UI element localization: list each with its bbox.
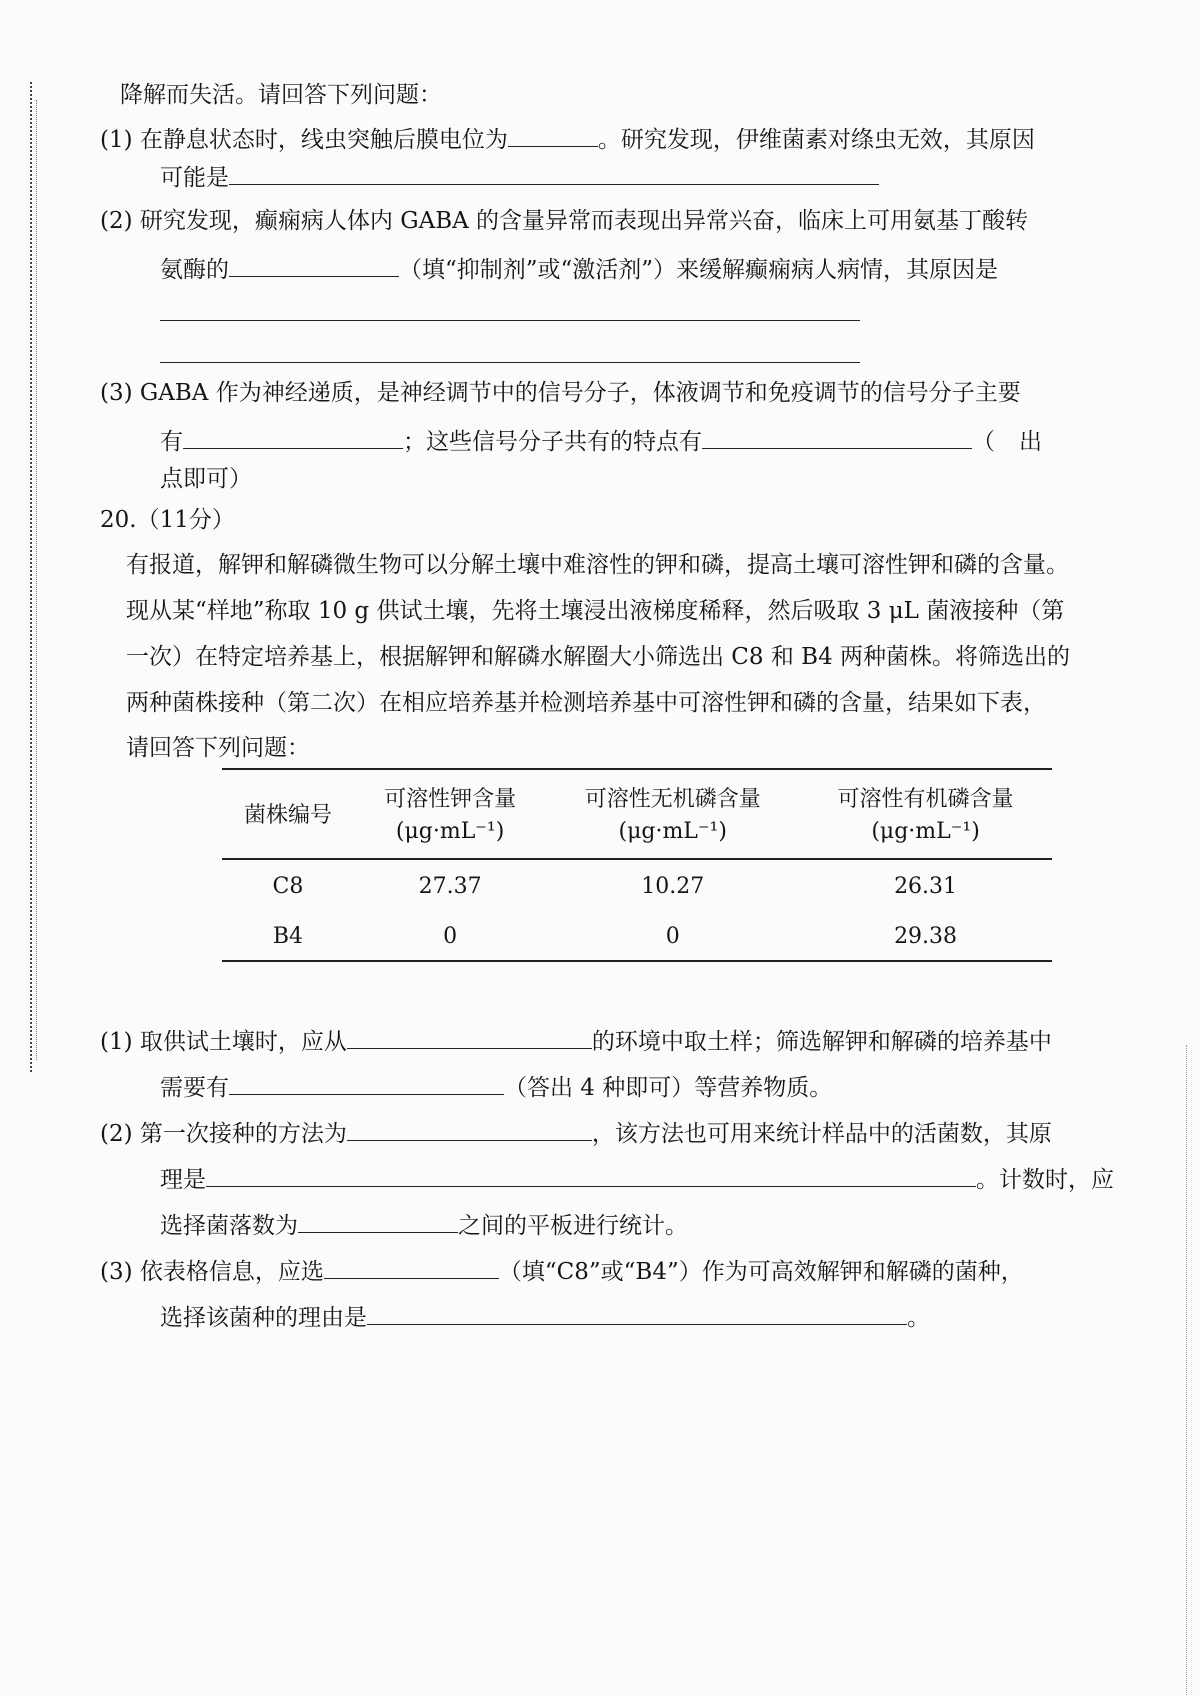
question-3-cont — [160, 424, 1042, 457]
table-header: 可溶性钾含量 (μg·mL⁻¹) — [354, 769, 546, 859]
answer-blank[interactable] — [367, 1300, 907, 1325]
table-cell: 0 — [443, 924, 458, 949]
subquestion-3 — [100, 1254, 1024, 1287]
answer-blank[interactable] — [324, 1254, 499, 1279]
subquestion-2 — [100, 1116, 1052, 1149]
table-cell: 26.31 — [894, 874, 958, 899]
question-text: （ — [972, 429, 995, 455]
paragraph-line: 有报道，解钾和解磷微生物可以分解土壤中难溶性的钾和磷，提高土壤可溶性钾和磷的含量。 — [126, 552, 1069, 578]
question-text: （答出 4 种即可）等营养物质。 — [504, 1075, 833, 1101]
paragraph-line: 一次）在特定培养基上，根据解钾和解磷水解圈大小筛选出 C8 和 B4 两种菌株。将筛选出的 — [126, 644, 1071, 670]
answer-line[interactable] — [160, 362, 860, 363]
question-number: (2) — [100, 208, 133, 234]
question-text: 。计数时，应 — [976, 1167, 1114, 1193]
answer-blank[interactable] — [347, 1116, 592, 1141]
question-text: 选择该菌种的理由是 — [160, 1305, 367, 1331]
question-text: 在静息状态时，线虫突触后膜电位为 — [139, 127, 508, 153]
answer-blank[interactable] — [229, 1070, 504, 1095]
table-header: 菌株编号 — [222, 769, 354, 859]
answer-blank[interactable] — [183, 424, 403, 449]
lead-text: 降解而失活。请回答下列问题： — [120, 82, 442, 108]
question-text: 需要有 — [160, 1075, 229, 1101]
paragraph-line: 请回答下列问题： — [126, 735, 310, 761]
question-text: 之间的平板进行统计。 — [458, 1213, 688, 1239]
question-1 — [100, 122, 1035, 155]
question-text: （填“C8”或“B4”）作为可高效解钾和解磷的菌种， — [498, 1259, 1024, 1285]
table-row — [222, 859, 1052, 910]
table-cell: 0 — [665, 924, 680, 949]
question-number: (1) — [100, 1029, 133, 1055]
question-text: 有 — [160, 429, 183, 455]
question-text: 理是 — [160, 1167, 206, 1193]
table-cell: 29.38 — [894, 924, 958, 949]
paragraph-line: 现从某“样地”称取 10 g 供试土壤，先将土壤浸出液梯度稀释，然后吸取 3 μL 菌液接种（第 — [126, 598, 1065, 624]
answer-blank[interactable] — [206, 1162, 976, 1187]
table-header: 可溶性有机磷含量 (μg·mL⁻¹) — [799, 769, 1052, 859]
question-text: GABA 作为神经递质，是神经调节中的信号分子，体液调节和免疫调节的信号分子主要 — [139, 380, 1021, 406]
question-text: （填“抑制剂”或“激活剂”）来缓解癫痫病人病情，其原因是 — [399, 257, 999, 283]
answer-blank[interactable] — [508, 122, 598, 147]
question-number: (2) — [100, 1121, 133, 1147]
results-table — [222, 768, 1052, 962]
question-text: ，该方法也可用来统计样品中的活菌数，其原 — [591, 1121, 1052, 1147]
answer-blank[interactable] — [229, 160, 879, 185]
question-text: 取供试土壤时，应从 — [139, 1029, 347, 1055]
subquestion-2-cont2 — [160, 1208, 688, 1241]
answer-blank[interactable] — [298, 1208, 458, 1233]
question-text: 选择菌落数为 — [160, 1213, 298, 1239]
answer-blank[interactable] — [229, 252, 399, 277]
table-cell: 27.37 — [418, 874, 482, 899]
subquestion-1-cont — [160, 1070, 832, 1103]
answer-line[interactable] — [160, 320, 860, 321]
question-text: 氨酶的 — [160, 257, 229, 283]
subquestion-2-cont — [160, 1162, 1114, 1195]
question-number: (1) — [100, 127, 133, 153]
table-cell: 10.27 — [641, 874, 705, 899]
question-number: (3) — [100, 380, 133, 406]
question-3-cont2: 点即可） — [160, 466, 252, 492]
question-text: 依表格信息，应选 — [139, 1259, 324, 1285]
question-text: 研究发现，癫痫病人体内 GABA 的含量异常而表现出异常兴奋，临床上可用氨基丁酸转 — [139, 208, 1029, 234]
subquestion-3-cont — [160, 1300, 930, 1333]
question-2 — [100, 206, 1028, 236]
question-text: 可能是 — [160, 165, 229, 191]
question-text: 。 — [907, 1305, 930, 1331]
question-text: 的环境中取土样；筛选解钾和解磷的培养基中 — [591, 1029, 1052, 1055]
answer-blank[interactable] — [702, 424, 972, 449]
table-header-row — [222, 769, 1052, 859]
question-2-cont — [160, 252, 998, 285]
answer-blank[interactable] — [347, 1024, 592, 1049]
question-number: (3) — [100, 1259, 133, 1285]
question-text: ；这些信号分子共有的特点有 — [403, 429, 702, 455]
table-header: 可溶性无机磷含量 (μg·mL⁻¹) — [546, 769, 799, 859]
question-text: 出 — [1019, 429, 1042, 455]
table-cell: C8 — [272, 874, 304, 899]
paragraph-line: 两种菌株接种（第二次）在相应培养基并检测培养基中可溶性钾和磷的含量，结果如下表， — [126, 690, 1046, 716]
subquestion-1 — [100, 1024, 1052, 1057]
question-20-heading: 20.（11分） — [100, 507, 235, 533]
question-3 — [100, 378, 1021, 408]
question-text: 。研究发现，伊维菌素对绦虫无效，其原因 — [597, 127, 1035, 153]
question-text: 第一次接种的方法为 — [139, 1121, 347, 1147]
question-1-cont — [160, 160, 879, 193]
table-row — [222, 910, 1052, 961]
table-cell: B4 — [272, 924, 304, 949]
